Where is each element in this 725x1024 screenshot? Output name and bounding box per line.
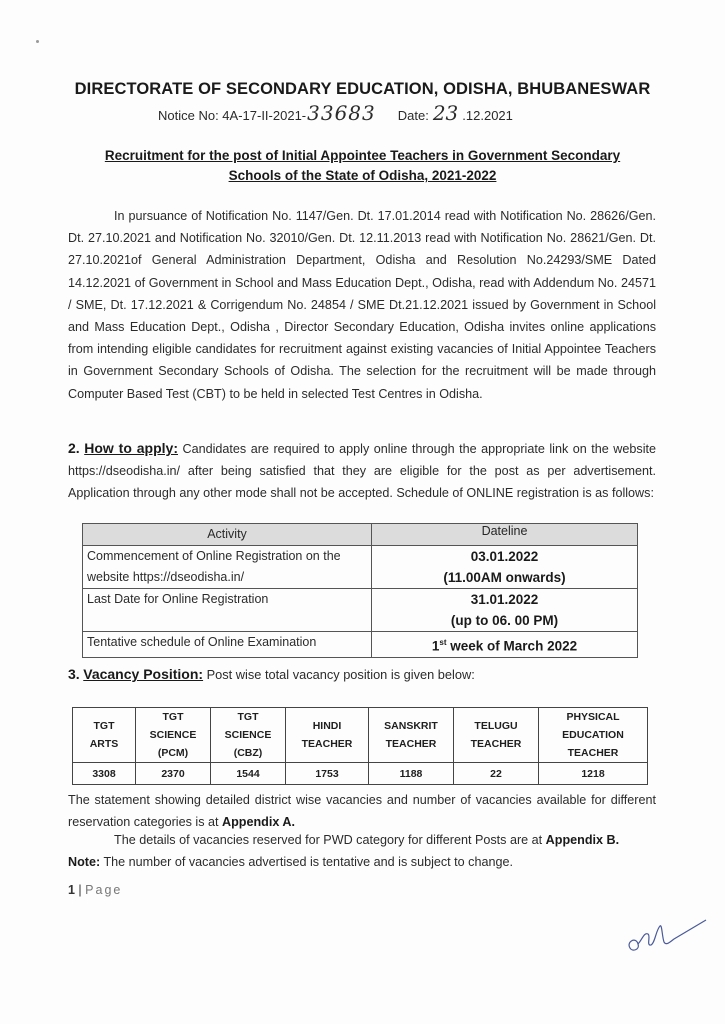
activity-text: Tentative schedule of Online Examination [87,635,317,649]
subject-line-2: Schools of the State of Odisha, 2021-2022 [228,168,497,183]
vacancy-count: 2370 [136,763,211,785]
how-to-apply-text: Candidates are required to apply online through the appropriate link on the website https://dseodisha.in/ after being satisfied that they are eligible for the post as per advertisement. Application through any other mode shall not be accepted. Schedule of ONLINE registration is as follows: [68,442,656,501]
dateline-text: week of March 2022 [446,638,578,654]
page-word: Page [85,883,123,897]
vacancy-count: 1188 [369,763,454,785]
activity-text: Commencement of Online Registration on the [87,549,341,563]
vacancy-position-text: Post wise total vacancy position is given below: [203,667,475,682]
notice-number-handwritten: 33683 [307,101,376,125]
column-header: TELUGU TEACHER [454,708,539,763]
directorate-title: DIRECTORATE OF SECONDARY EDUCATION, ODISHA, BHUBANESWAR [74,80,651,98]
appendix-b-reference: Appendix B. [545,833,620,847]
column-header: TGT ARTS [73,708,136,763]
table-header-row [73,708,648,763]
vacancy-table [72,707,648,785]
page-number: 1 [68,883,75,897]
column-header: PHYSICAL EDUCATION TEACHER [539,708,648,763]
column-header-activity: Activity [83,524,372,546]
appendix-a-paragraph [68,789,656,833]
handwritten-signature [618,912,710,964]
vacancy-position-line [68,666,475,682]
dateline-cell [372,589,638,632]
page-footer [68,883,122,897]
activity-cell [83,632,372,658]
activity-text: Last Date for Online Registration [87,592,269,606]
subject-heading [0,146,725,186]
column-header-dateline: Dateline [372,524,638,546]
note-text: The number of vacancies advertised is tentative and is subject to change. [100,855,513,869]
note-label: Note: [68,855,101,869]
intro-paragraph: In pursuance of Notification No. 1147/Gen. Dt. 17.01.2014 read with Notification No. 28626/Gen. Dt. 27.10.2021 and Notification No. 32010/Gen. Dt. 12.11.2013 read with Notification No. 28621/Gen. Dt. 27.10.2021of General Administration Department, Odisha and Resolution No.24293/SME Dated 14.12.2021 of Government in School and Mass Education Dept., Odisha, read with Addendum No. 24571 / SME, Dt. 17.12.2021 & Corrigendum No. 24854 / SME Dt.21.12.2021 issued by Government in School and Mass Education Dept., Odisha , Director Secondary Education, Odisha invites online applications from intending eligible candidates for recruitment against existing vacancies of Initial Appointee Teachers in Government Secondary Schools of Odisha. The selection for the recruitment will be made through Computer Based Test (CBT) to be held in selected Test Centres in Odisha. [68,209,656,401]
vacancy-count: 1218 [539,763,648,785]
appendix-a-reference: Appendix A. [222,815,295,830]
appendix-a-text: The statement showing detailed district wise vacancies and number of vacancies available for different reservation categories is at [68,793,656,830]
table-row [83,546,638,589]
notice-line [158,101,513,125]
appendix-b-paragraph [68,829,656,851]
vacancy-count: 3308 [73,763,136,785]
date-day-handwritten: 23 [432,101,459,125]
vacancy-position-heading: Vacancy Position: [83,666,204,682]
dateline-cell [372,632,638,658]
column-header: TGT SCIENCE (CBZ) [211,708,286,763]
column-header: HINDI TEACHER [286,708,369,763]
table-header-row [83,524,638,546]
appendix-b-text: The details of vacancies reserved for PWD category for different Posts are at [114,833,546,847]
notice-label: Notice No: 4A-17-II-2021- [158,108,307,123]
ordinal-suffix: st [439,638,447,647]
dateline-text: (11.00AM onwards) [443,570,566,585]
dateline-text: 03.01.2022 [470,549,539,564]
section-number: 3. [68,666,80,682]
footer-separator: | [74,883,86,897]
dateline-cell [372,546,638,589]
activity-cell [83,546,372,589]
table-row [83,589,638,632]
table-row [73,763,648,785]
date-month-year: .12.2021 [462,108,513,123]
dateline-text: 31.01.2022 [470,592,539,607]
table-row [83,632,638,658]
activity-cell [83,589,372,632]
vacancy-count: 22 [454,763,539,785]
column-header: SANSKRIT TEACHER [369,708,454,763]
column-header: TGT SCIENCE (PCM) [136,708,211,763]
vacancy-count: 1544 [211,763,286,785]
registration-schedule-table [82,523,638,658]
activity-text: website https://dseodisha.in/ [87,570,245,584]
note-paragraph [68,851,656,873]
dateline-text: (up to 06. 00 PM) [450,613,559,628]
how-to-apply-paragraph [68,437,656,505]
how-to-apply-heading: How to apply: [84,440,178,456]
vacancy-count: 1753 [286,763,369,785]
subject-line-1: Recruitment for the post of Initial Appointee Teachers in Government Secondary [104,148,621,163]
dateline-text: 1 [431,638,440,654]
date-label: Date: [397,108,429,123]
scan-speck [36,40,39,43]
section-number: 2. [68,440,80,456]
